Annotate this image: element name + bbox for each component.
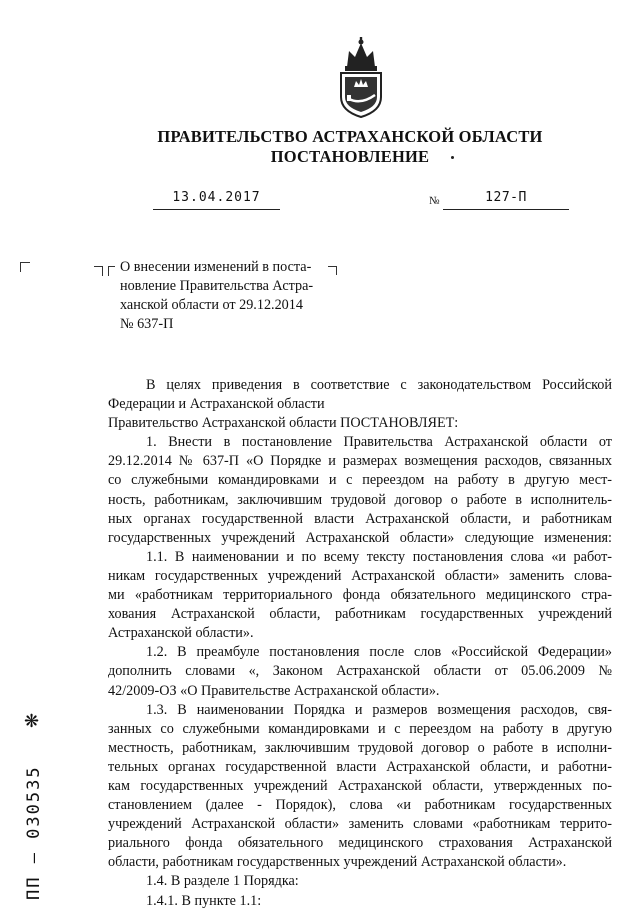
subject-line: новление Правительства Астра- bbox=[120, 278, 314, 294]
coat-of-arms-emblem bbox=[333, 37, 389, 119]
document-subject bbox=[120, 258, 338, 334]
left-corner-mark bbox=[20, 262, 30, 272]
body-line: риального фонда обязательного медицинского страхования Астраханской bbox=[108, 835, 612, 852]
subject-line: О внесении изменений в поста- bbox=[120, 259, 312, 275]
body-line: кам государственных учреждений Астраханской области, утвержденных по- bbox=[108, 777, 612, 794]
subject-line: № 637-П bbox=[120, 316, 174, 332]
document-body bbox=[108, 376, 612, 911]
body-line: становлением (далее - Порядок), слова «и работникам государственных bbox=[108, 797, 612, 814]
body-line: ность, работникам, заключившим трудовой договор о работе в исполнитель- bbox=[108, 491, 612, 508]
body-line: 1.3. В наименовании Порядка и размеров возмещения расходов, свя- bbox=[146, 701, 612, 718]
subject-line: ханской области от 29.12.2014 bbox=[120, 297, 303, 313]
body-line: 1.4. В разделе 1 Порядка: bbox=[146, 873, 299, 890]
body-line: со служебными командировками и с переездом на работу в другую мест- bbox=[108, 472, 612, 489]
body-line: области, работникам государственных учреждений Астраханской области». bbox=[108, 854, 567, 871]
registration-stamp-number: ПП – 030535 bbox=[24, 765, 44, 900]
number-underline bbox=[443, 209, 569, 210]
body-line: 42/2009-ОЗ «О Правительстве Астраханской области». bbox=[108, 682, 440, 699]
stamp-star-icon: ❋ bbox=[24, 711, 40, 731]
document-date: 13.04.2017 bbox=[172, 190, 261, 205]
body-line: 1.4.1. В пункте 1.1: bbox=[146, 892, 262, 909]
body-line: 29.12.2014 № 637-П «О Порядке и размерах возмещения расходов, связанных bbox=[108, 453, 612, 470]
body-line: В целях приведения в соответствие с законодательством Российской bbox=[146, 377, 612, 393]
body-line: тельных органах государственной власти Астраханской области, и работни- bbox=[108, 758, 612, 775]
body-line: Правительство Астраханской области ПОСТАНОВЛЯЕТ: bbox=[108, 415, 459, 432]
subject-corner-mark bbox=[108, 266, 115, 276]
body-line: занных со служебными командировками и с переездом на работу в другую bbox=[108, 720, 612, 737]
body-line: 1.2. В преамбуле постановления после слов «Российской Федерации» bbox=[146, 644, 612, 661]
body-line: никам государственных учреждений Астраханской области» заменить слова- bbox=[108, 567, 612, 584]
document-number: 127-П bbox=[485, 190, 527, 205]
number-sign: № bbox=[429, 195, 440, 207]
body-line: ми «работникам территориального фонда обязательного медицинского стра- bbox=[108, 587, 612, 604]
body-line: хования Астраханской области, работникам государственных учреждений bbox=[108, 606, 612, 623]
body-line: 1.1. В наименовании и по всему тексту постановления слова «и работ- bbox=[146, 548, 612, 565]
body-line: ных органах государственной власти Астраханской области, и работникам bbox=[108, 510, 612, 527]
body-line: учреждений Астраханской области» заменить словами «работникам террито- bbox=[108, 816, 612, 833]
body-line: местность, работникам, заключившим трудовой договор о работе в исполни- bbox=[108, 739, 612, 756]
body-line: Астраханской области». bbox=[108, 625, 254, 642]
subject-bracket-mark bbox=[94, 266, 103, 276]
document-type-title: ПОСТАНОВЛЕНИЕ bbox=[270, 147, 430, 166]
body-line: Федерации и Астраханской области bbox=[108, 396, 325, 413]
body-line: государственных учреждений Астраханской области» следующие изменения: bbox=[108, 529, 612, 546]
date-underline bbox=[153, 209, 280, 210]
government-title: ПРАВИТЕЛЬСТВО АСТРАХАНСКОЙ ОБЛАСТИ bbox=[157, 127, 543, 146]
ink-dot bbox=[451, 156, 454, 159]
body-line: дополнить словами «, Законом Астраханской области от 05.06.2009 № bbox=[108, 663, 612, 680]
body-line: 1. Внести в постановление Правительства Астраханской области от bbox=[146, 434, 612, 451]
